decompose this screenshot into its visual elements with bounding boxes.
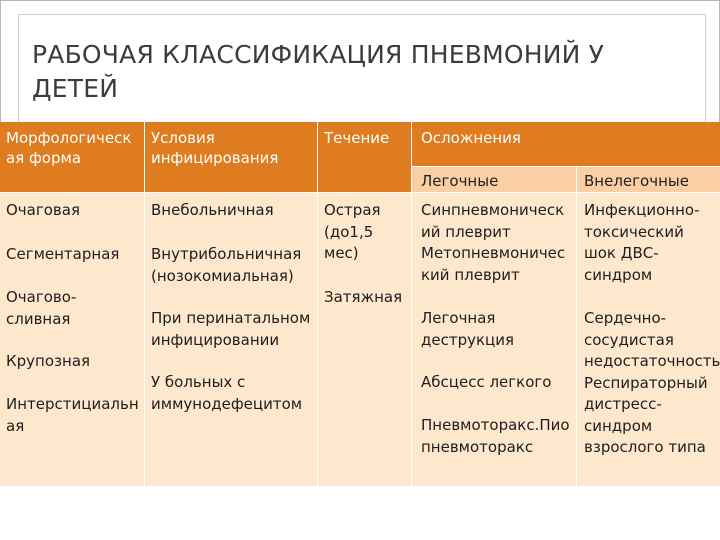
header-complications: Осложнения [421, 129, 521, 147]
subheader-pulmonary: Легочные [421, 172, 499, 190]
row-divider [412, 166, 720, 167]
complication-toxic-shock: Инфекционно- токсический шок ДВС-синдром [584, 201, 700, 284]
column-divider [317, 122, 318, 486]
slide-title: РАБОЧАЯ КЛАССИФИКАЦИЯ ПНЕВМОНИЙ У ДЕТЕЙ [32, 40, 605, 103]
header-infection-conditions: Условия инфицирования [151, 129, 279, 167]
subheader-extrapulmonary: Внелегочные [584, 172, 689, 190]
column-divider [576, 166, 577, 486]
condition-immunodeficiency: У больных с иммунодефецитом [151, 373, 303, 413]
condition-perinatal: При перинатальном инфицировании [151, 309, 311, 349]
complication-cardiovascular: Сердечно- сосудистая недостаточность Респираторный дистресс- синдром взрослого типа [584, 309, 720, 456]
header-morphological-form: Морфологическ ая форма [6, 129, 132, 167]
condition-community: Внебольничная [151, 201, 274, 219]
form-focal: Очаговая [6, 201, 80, 219]
form-segmental: Сегментарная [6, 245, 120, 263]
form-lobar: Крупозная [6, 352, 91, 370]
column-divider [411, 122, 412, 486]
complication-pleurisy: Синпневмоническ ий плеврит Метопневмоничес кий плеврит [421, 201, 566, 284]
form-interstitial: Интерстициальн ая [6, 395, 139, 435]
row-divider [0, 192, 720, 193]
course-acute: Острая (до1,5 мес) [324, 201, 381, 262]
slide-bottom-margin [0, 486, 720, 540]
complication-lung-abscess: Абсцесс легкого [421, 373, 552, 391]
column-divider [144, 122, 145, 486]
condition-hospital: Внутрибольничная (нозокомиальная) [151, 245, 302, 285]
header-course: Течение [324, 129, 390, 147]
form-focal-confluent: Очагово- сливная [6, 288, 77, 328]
course-protracted: Затяжная [324, 288, 403, 306]
complication-pneumothorax: Пневмоторакс.Пио пневмоторакс [421, 416, 570, 456]
complication-lung-destruction: Легочная деструкция [421, 309, 515, 349]
